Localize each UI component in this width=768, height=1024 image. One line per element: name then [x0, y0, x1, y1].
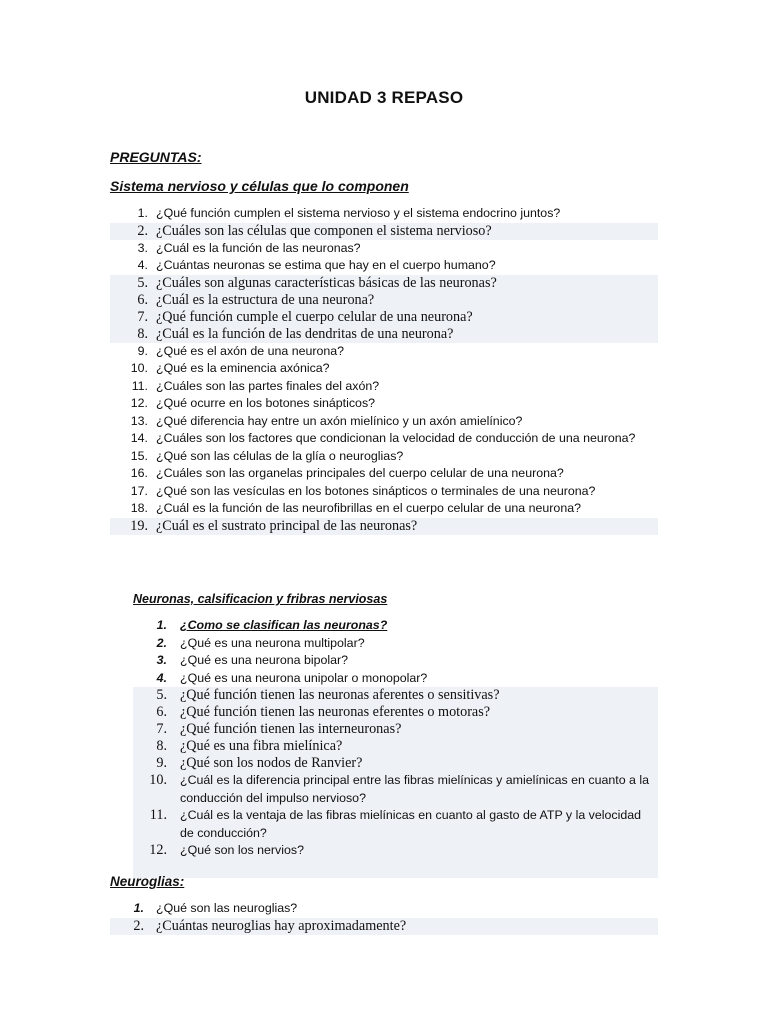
question-text: ¿Qué son las células de la glía o neuroglias?	[156, 448, 404, 463]
section-2-heading: Neuronas, calsificacion y fribras nerviosas	[133, 592, 388, 606]
item-number: 2.	[156, 635, 167, 650]
list-item	[110, 430, 658, 448]
list-item	[133, 652, 658, 670]
list-item	[110, 309, 658, 326]
list-item	[110, 378, 658, 396]
item-number: 11.	[131, 378, 148, 393]
item-number: 5.	[156, 687, 167, 703]
list-item	[110, 205, 658, 223]
item-number: 1.	[137, 206, 148, 220]
list-item	[110, 518, 658, 535]
list-item	[133, 704, 658, 721]
question-text: ¿Qué es una fibra mielínica?	[180, 738, 343, 754]
item-number: 6.	[156, 704, 167, 720]
question-text: ¿Qué es una neurona multipolar?	[180, 635, 365, 650]
question-text: ¿Qué función tienen las neuronas aferentes o sensitivas?	[180, 687, 500, 703]
question-text: ¿Cuál es la función de las neuronas?	[156, 240, 361, 255]
item-number: 4.	[156, 670, 167, 685]
item-number: 8.	[137, 325, 148, 342]
list-item	[133, 807, 658, 842]
question-text: ¿Cuáles son las células que componen el sistema nervioso?	[156, 222, 492, 239]
item-number: 18.	[130, 501, 148, 515]
section-1-heading: Sistema nervioso y células que lo componen	[110, 178, 409, 194]
list-item	[110, 240, 658, 258]
list-item	[110, 900, 658, 918]
question-text: ¿Cuál es la función de las dendritas de una neurona?	[156, 325, 454, 342]
question-text: ¿Qué función cumplen el sistema nervioso y el sistema endocrino juntos?	[156, 206, 561, 220]
item-number: 14.	[130, 431, 148, 445]
item-number: 7.	[137, 308, 148, 325]
list-item	[110, 223, 658, 240]
question-text: ¿Qué ocurre en los botones sinápticos?	[156, 396, 376, 410]
item-number: 2.	[137, 222, 148, 239]
question-text: ¿Cuáles son algunas características básicas de las neuronas?	[156, 274, 497, 291]
item-number: 10.	[130, 361, 148, 375]
item-number: 9.	[137, 343, 148, 358]
list-item	[110, 360, 658, 378]
question-text: ¿Cuál es el sustrato principal de las neuronas?	[156, 517, 418, 534]
question-text: ¿Cuáles son las partes finales del axón?	[156, 378, 380, 393]
list-item	[110, 326, 658, 343]
question-text: ¿Qué son las neuroglias?	[156, 901, 298, 915]
section-3-question-list	[110, 900, 658, 935]
question-text: ¿Cuál es la ventaja de las fibras mielínicas en cuanto al gasto de ATP y la velocidad de conducción?	[180, 808, 642, 840]
list-item	[110, 413, 658, 431]
item-number: 1.	[156, 618, 167, 632]
list-item	[110, 483, 658, 501]
list-item	[133, 842, 658, 878]
list-item	[133, 687, 658, 704]
question-text: ¿Qué es una neurona unipolar o monopolar?	[180, 670, 428, 685]
question-text: ¿Qué es el axón de una neurona?	[156, 343, 345, 358]
question-text: ¿Como se clasifican las neuronas?	[180, 618, 388, 632]
question-text: ¿Cuál es la diferencia principal entre las fibras mielínicas y amielínicas en cuanto a la conducción del impulso nervioso?	[180, 773, 650, 805]
question-text: ¿Qué diferencia hay entre un axón mielínico y un axón amielínico?	[156, 413, 523, 428]
section-2-question-list	[133, 617, 658, 878]
list-item	[110, 448, 658, 466]
question-text: ¿Qué son los nervios?	[180, 843, 304, 857]
item-number: 12.	[149, 842, 167, 858]
question-text: ¿Cuántas neuroglias hay aproximadamente?	[156, 917, 407, 934]
question-text: ¿Qué son las vesículas en los botones sinápticos o terminales de una neurona?	[156, 483, 596, 498]
item-number: 5.	[137, 274, 148, 291]
list-item	[133, 670, 658, 688]
item-number: 6.	[137, 291, 148, 308]
list-item	[133, 738, 658, 755]
question-text: ¿Cuál es la función de las neurofibrillas en el cuerpo celular de una neurona?	[156, 501, 581, 515]
item-number: 3.	[156, 653, 167, 667]
question-text: ¿Cuántas neuronas se estima que hay en el cuerpo humano?	[156, 258, 496, 272]
list-item	[133, 617, 658, 635]
item-number: 4.	[137, 258, 148, 272]
item-number: 11.	[149, 807, 167, 823]
question-text: ¿Qué es la eminencia axónica?	[156, 361, 330, 375]
list-item	[133, 772, 658, 807]
item-number: 19.	[130, 517, 148, 534]
item-number: 2.	[133, 917, 144, 934]
question-text: ¿Cuáles son los factores que condicionan la velocidad de conducción de una neurona?	[156, 431, 636, 445]
question-text: ¿Qué función tienen las neuronas eferentes o motoras?	[180, 704, 491, 720]
question-text: ¿Qué es una neurona bipolar?	[180, 653, 349, 667]
question-text: ¿Qué son los nodos de Ranvier?	[180, 755, 363, 771]
item-number: 12.	[130, 396, 148, 410]
question-text: ¿Qué función cumple el cuerpo celular de una neurona?	[156, 308, 473, 325]
list-item	[110, 500, 658, 518]
item-number: 9.	[156, 755, 167, 771]
list-item	[110, 292, 658, 309]
list-item	[133, 635, 658, 653]
page-title: UNIDAD 3 REPASO	[304, 88, 464, 107]
question-text: ¿Cuál es la estructura de una neurona?	[156, 291, 375, 308]
list-item	[110, 343, 658, 361]
list-item	[110, 918, 658, 935]
item-number: 1.	[133, 901, 144, 915]
item-number: 16.	[130, 466, 148, 480]
item-number: 17.	[130, 483, 148, 498]
list-item	[110, 465, 658, 483]
list-item	[133, 721, 658, 738]
question-text: ¿Qué función tienen las interneuronas?	[180, 721, 402, 737]
list-item	[110, 275, 658, 292]
item-number: 10.	[149, 772, 167, 788]
list-item	[133, 755, 658, 772]
section-3-heading: Neuroglias:	[110, 874, 185, 889]
preguntas-heading: PREGUNTAS:	[110, 149, 202, 165]
section-1-question-list	[110, 205, 658, 535]
list-item	[110, 257, 658, 275]
list-item	[110, 395, 658, 413]
item-number: 3.	[137, 240, 148, 255]
item-number: 7.	[156, 721, 167, 737]
item-number: 15.	[130, 448, 148, 463]
item-number: 8.	[156, 738, 167, 754]
question-text: ¿Cuáles son las organelas principales del cuerpo celular de una neurona?	[156, 466, 564, 480]
item-number: 13.	[130, 413, 148, 428]
